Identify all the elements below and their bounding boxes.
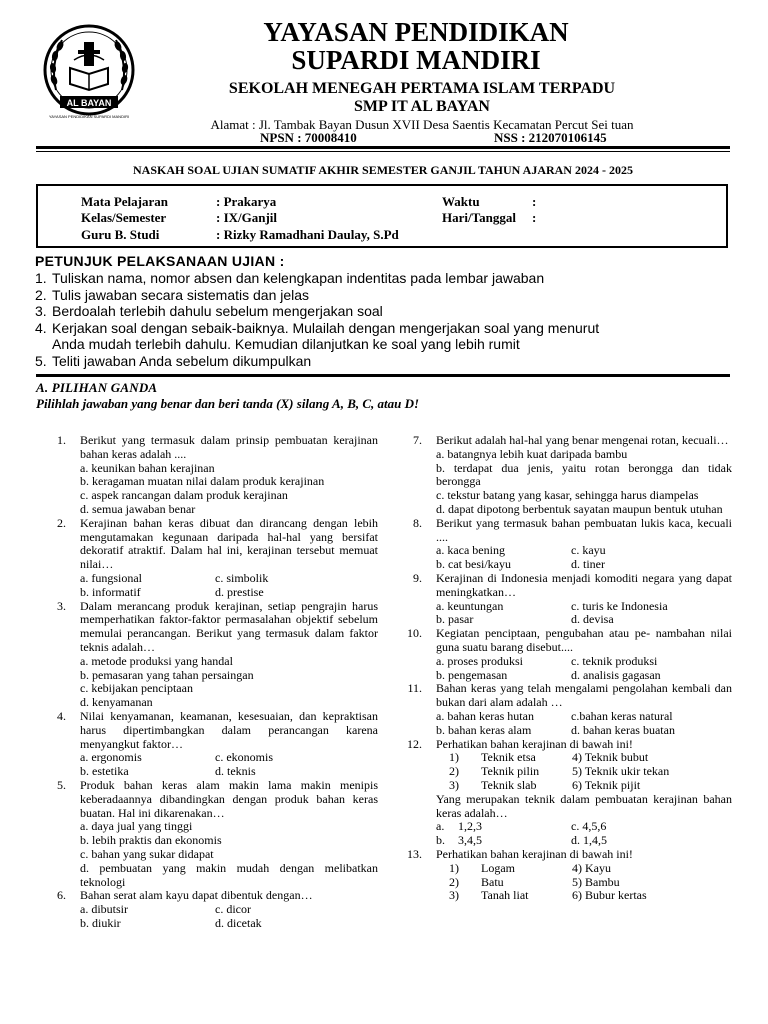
school-name-line2: SMP IT AL BAYAN — [354, 98, 490, 115]
question-item — [407, 846, 732, 903]
answer-option-row — [436, 613, 732, 627]
question-item — [414, 572, 732, 627]
question-item — [58, 779, 378, 889]
question-text: Dalam merancang produk kerajinan, setiap pengrajin harus memperhatikan faktor-faktor permasalahan objektif sebelum memulai perancangan. Berikut yang termasuk dalam faktor teknis adalah… — [80, 598, 378, 654]
answer-option: b. lebih praktis dan ekonomis — [80, 833, 222, 848]
answer-option: b. pasar — [436, 612, 474, 627]
question-number: 8. — [413, 515, 422, 530]
instruction-number: 5. — [35, 352, 47, 369]
item-text: Batu — [481, 874, 504, 889]
question-item — [414, 434, 732, 517]
question-item — [58, 889, 378, 930]
answer-option: b. pemasaran yang tahan persaingan — [80, 667, 254, 682]
item-list-row — [436, 751, 732, 765]
question-item — [58, 600, 378, 710]
answer-option: a. kaca bening — [436, 543, 505, 558]
item-text: Teknik slab — [481, 777, 537, 792]
answer-option: c. dicor — [215, 902, 251, 917]
date-value: : — [532, 210, 537, 225]
date-label: Hari/Tanggal — [442, 210, 516, 225]
answer-option-row — [80, 572, 378, 586]
instruction-item — [35, 336, 735, 353]
item-text: 4) Kayu — [572, 860, 611, 875]
answer-option: d. devisa — [571, 612, 614, 627]
item-text: Logam — [481, 860, 515, 875]
question-number: 3. — [57, 598, 66, 613]
question-text: Kerajinan di Indonesia menjadi komoditi negara yang dapat meningkatkan… — [436, 570, 732, 599]
teacher-label: Guru B. Studi — [81, 227, 160, 242]
question-number: 12. — [407, 736, 422, 751]
answer-option: c. teknik produksi — [571, 653, 658, 668]
answer-option-row — [80, 765, 378, 779]
answer-option: a. dibutsir — [80, 902, 128, 917]
answer-option: c.bahan keras natural — [571, 708, 673, 723]
question-item — [407, 681, 732, 737]
answer-option: c. simbolik — [215, 570, 269, 585]
class-label: Kelas/Semester — [81, 210, 167, 225]
item-list-row — [436, 779, 732, 793]
question-text: Produk bahan keras alam makin lama makin menipis keberadaannya dibandingkan dengan produk bahan keras buatan. Hal ini dikarenakan… — [80, 777, 378, 820]
question-number: 10. — [407, 626, 422, 641]
instruction-text: Tuliskan nama, nomor absen dan kelengkapan indentitas pada lembar jawaban — [52, 270, 545, 286]
answer-option: c. aspek rancangan dalam produk kerajinan — [80, 488, 288, 503]
answer-option-row — [80, 751, 378, 765]
question-text: Bahan keras yang telah mengalami pengolahan kembali dan bukan dari alam adalah … — [436, 681, 732, 710]
answer-option: d. tiner — [571, 557, 605, 572]
answer-option-row — [436, 724, 732, 738]
foundation-name-line1: YAYASAN PENDIDIKAN — [263, 17, 569, 47]
school-name-line1: SEKOLAH MENEGAH PERTAMA ISLAM TERPADU — [228, 80, 616, 97]
question-item — [407, 736, 732, 848]
question-number: 13. — [407, 846, 422, 861]
question-text: Yang merupakan teknik dalam pembuatan kerajinan bahan keras adalah… — [436, 791, 732, 820]
section-title: A. PILIHAN GANDA — [36, 380, 158, 395]
answer-option: b. estetika — [80, 764, 129, 779]
question-text: Berikut adalah hal-hal yang benar mengenai rotan, kecuali… — [436, 433, 729, 447]
answer-option: c. ekonomis — [215, 750, 273, 765]
question-number: 6. — [57, 888, 66, 903]
questions-left-column — [58, 434, 378, 931]
answer-option: a. batangnya lebih kuat daripada bambu — [436, 446, 628, 461]
section-instruction: Pilihlah jawaban yang benar dan beri tanda (X) silang A, B, C, atau D! — [36, 396, 420, 411]
answer-option-row — [436, 558, 732, 572]
answer-option-row — [80, 903, 378, 917]
answer-option-letter: a. — [436, 819, 445, 834]
answer-option: c. kayu — [571, 543, 606, 558]
instruction-item — [35, 270, 735, 287]
instruction-item — [35, 353, 735, 370]
answer-option: c. bahan yang sukar didapat — [80, 846, 214, 861]
answer-option: a. proses produksi — [436, 653, 523, 668]
question-text: Berikut yang termasuk bahan pembuatan lukis kaca, kecuali .... — [436, 515, 732, 544]
instruction-number: 2. — [35, 286, 47, 303]
item-text: 5) Bambu — [572, 874, 620, 889]
item-list-row — [436, 876, 732, 890]
answer-option: c. tekstur batang yang kasar, sehingga harus diampelas — [436, 488, 699, 503]
nss: NSS : 212070106145 — [494, 130, 607, 145]
subject-value: : Prakarya — [216, 194, 277, 209]
question-text: Kegiatan penciptaan, pengubahan atau pe- nambahan nilai guna suatu barang disebut.... — [436, 626, 732, 654]
instruction-number: 3. — [35, 303, 47, 319]
answer-option: d. pembuatan yang makin mudah dengan melibatkan teknologi — [80, 860, 378, 889]
item-text: 5) Teknik ukir tekan — [572, 764, 670, 779]
answer-option: a. keuntungan — [436, 598, 504, 613]
item-number: 3) — [449, 888, 459, 903]
answer-option-row — [80, 586, 378, 600]
answer-option: a. ergonomis — [80, 750, 142, 765]
question-text: Bahan serat alam kayu dapat dibentuk dengan… — [80, 888, 313, 903]
instruction-text: Tulis jawaban secara sistematis dan jelas — [52, 286, 310, 303]
question-text: Perhatikan bahan kerajinan di bawah ini! — [436, 736, 633, 751]
instruction-number: 1. — [35, 270, 47, 286]
item-number: 2) — [449, 764, 459, 779]
instruction-text: Berdoalah terlebih dahulu sebelum mengerjakan soal — [52, 303, 383, 319]
instruction-text: Anda mudah terlebih dahulu. Kemudian dilanjutkan ke soal yang lebih rumit — [52, 336, 520, 352]
question-item — [407, 626, 732, 682]
question-number: 1. — [57, 433, 66, 447]
question-item — [414, 517, 732, 572]
school-logo — [34, 20, 144, 130]
instruction-number: 4. — [35, 319, 47, 336]
question-number: 4. — [57, 708, 66, 723]
instruction-text: Teliti jawaban Anda sebelum dikumpulkan — [52, 352, 312, 369]
npsn: NPSN : 70008410 — [260, 130, 357, 145]
answer-option: b. diukir — [80, 915, 121, 930]
subject-label: Mata Pelajaran — [81, 194, 169, 209]
item-text: 4) Teknik bubut — [572, 750, 649, 765]
question-item — [58, 517, 378, 600]
header-rule-thin — [36, 151, 730, 152]
question-text: Nilai kenyamanan, keamanan, kesesuaian, dan kepraktisan harus dipertimbangkan dalam perancangan karena menyangkut faktor… — [80, 708, 378, 751]
question-item — [58, 710, 378, 779]
answer-option: d. dapat dipotong berbentuk sayatan maupun bentuk utuhan — [436, 501, 723, 516]
instructions-title: PETUNJUK PELAKSANAAN UJIAN : — [35, 253, 285, 269]
question-text: Kerajinan bahan keras dibuat dan dirancang dengan lebih mengutamakan kegunaan daripada hal-hal yang bersifat dekoratif atraktif. Dalam hal ini, kerajinan tersebut memuat nilai… — [80, 515, 378, 572]
answer-option: b. keragaman muatan nilai dalam produk kerajinan — [80, 474, 325, 489]
instruction-item — [35, 303, 735, 320]
answer-option-row — [436, 834, 732, 848]
logo-subtext: YAYASAN PENDIDIKAN SUPARDI MANDIRI — [48, 114, 130, 119]
answer-option: b. pengemasan — [436, 667, 508, 682]
answer-option-row — [436, 669, 732, 683]
answer-option-row — [436, 820, 732, 834]
teacher-value: : Rizky Ramadhani Daulay, S.Pd — [216, 227, 399, 242]
question-number: 7. — [413, 433, 422, 447]
instruction-item — [35, 320, 735, 337]
answer-option: d. analisis gagasan — [571, 667, 661, 682]
question-item — [58, 434, 378, 517]
question-text: Berikut yang termasuk dalam prinsip pembuatan kerajinan bahan keras adalah .... — [80, 433, 378, 461]
foundation-name-line2: SUPARDI MANDIRI — [291, 45, 541, 75]
section-divider — [36, 374, 730, 377]
logo-text: AL BAYAN — [66, 98, 112, 108]
answer-option: a. metode produksi yang handal — [80, 653, 233, 668]
answer-option-row — [436, 600, 732, 614]
answer-option: a. fungsional — [80, 570, 142, 585]
answer-option: d. 1,4,5 — [571, 833, 607, 848]
instructions-list — [35, 270, 735, 369]
answer-option-row — [436, 710, 732, 724]
item-number: 1) — [449, 750, 459, 765]
item-list-row — [436, 765, 732, 779]
item-text: Tanah liat — [481, 888, 529, 903]
question-number: 11. — [407, 681, 422, 696]
answer-option: b. terdapat dua jenis, yaitu rotan berongga dan tidak berongga — [436, 460, 732, 489]
answer-option: d. prestise — [215, 584, 264, 599]
answer-option-row — [80, 917, 378, 931]
answer-option: 3,4,5 — [458, 833, 482, 848]
time-label: Waktu — [442, 194, 480, 209]
header-rule-thick — [36, 146, 730, 149]
answer-option: c. kebijakan penciptaan — [80, 681, 193, 696]
item-text: 6) Bubur kertas — [572, 888, 647, 903]
questions-right-column — [407, 433, 732, 903]
answer-option-row — [436, 544, 732, 558]
answer-option: b. informatif — [80, 584, 141, 599]
answer-option: 1,2,3 — [458, 819, 482, 834]
answer-option: c. turis ke Indonesia — [571, 598, 668, 613]
school-address: Alamat : Jl. Tambak Bayan Dusun XVII Desa Saentis Kecamatan Percut Sei tuan — [210, 117, 634, 132]
answer-option: d. kenyamanan — [80, 695, 153, 710]
answer-option: d. teknis — [215, 764, 256, 779]
answer-option: a. bahan keras hutan — [436, 708, 534, 723]
item-text: Teknik pilin — [481, 764, 540, 779]
answer-option-row — [436, 655, 732, 669]
question-number: 2. — [57, 515, 66, 530]
item-text: 6) Teknik pijit — [572, 777, 641, 792]
answer-option: b. bahan keras alam — [436, 722, 532, 737]
answer-option-letter: b. — [436, 833, 445, 848]
answer-option: d. bahan keras buatan — [571, 722, 675, 737]
instruction-text: Kerjakan soal dengan sebaik-baiknya. Mulailah dengan mengerjakan soal yang menurut — [52, 319, 600, 336]
time-value: : — [532, 194, 537, 209]
item-list-row — [436, 889, 732, 903]
class-value: : IX/Ganjil — [216, 210, 278, 225]
item-text: Teknik etsa — [481, 750, 536, 765]
instruction-item — [35, 287, 735, 304]
answer-option: c. 4,5,6 — [571, 819, 607, 834]
exam-info-box — [36, 184, 728, 248]
question-number: 9. — [413, 570, 422, 585]
item-list-row — [436, 862, 732, 876]
item-number: 3) — [449, 777, 459, 792]
question-number: 5. — [57, 777, 66, 792]
question-text: Perhatikan bahan kerajinan di bawah ini! — [436, 846, 633, 861]
answer-option: a. daya jual yang tinggi — [80, 819, 193, 834]
item-number: 2) — [449, 874, 459, 889]
item-number: 1) — [449, 860, 459, 875]
answer-option: a. keunikan bahan kerajinan — [80, 460, 215, 475]
answer-option: d. semua jawaban benar — [80, 501, 196, 516]
exam-title: NASKAH SOAL UJIAN SUMATIF AKHIR SEMESTER GANJIL TAHUN AJARAN 2024 - 2025 — [133, 163, 633, 177]
answer-option: d. dicetak — [215, 915, 262, 930]
answer-option: b. cat besi/kayu — [436, 557, 511, 572]
